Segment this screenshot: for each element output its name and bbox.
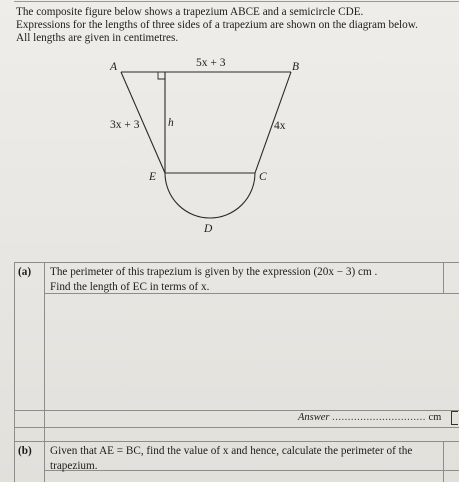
- part-b-top-rule: [14, 441, 459, 442]
- vertex-label-E: E: [149, 171, 157, 183]
- side-label-BC: 4x: [274, 120, 286, 132]
- label-column-rule: [44, 262, 45, 482]
- vertex-label-C: C: [259, 171, 267, 183]
- part-b-question-line-1: Given that AE = BC, find the value of x and hence, calculate the perimeter of the: [50, 445, 413, 457]
- part-a-question-line-1: The perimeter of this trapezium is given by the expression (20x − 3) cm .: [50, 266, 378, 278]
- part-a-answer-rule-top: [14, 410, 459, 411]
- part-a-answer-rule-bottom: [14, 427, 459, 428]
- part-a-answer-line: [298, 412, 441, 423]
- part-a-question-line-2: Find the length of EC in terms of x.: [50, 281, 210, 293]
- answer-unit: cm: [428, 412, 442, 423]
- answer-box-edge: [451, 411, 458, 425]
- vertex-label-A: A: [110, 61, 118, 73]
- intro-line-2: Expressions for the lengths of three sides of a trapezium are shown on the diagram below.: [16, 19, 418, 31]
- height-label-h: h: [168, 117, 174, 129]
- vertex-label-D: D: [204, 223, 213, 235]
- answer-label: Answer: [298, 412, 330, 423]
- right-column-rule: [443, 262, 444, 293]
- part-b-label: (b): [18, 445, 32, 457]
- part-b-question-line-2: trapezium.: [50, 460, 98, 472]
- intro-line-3: All lengths are given in centimetres.: [16, 32, 179, 44]
- part-a-label: (a): [18, 266, 32, 278]
- side-label-AE: 3x + 3: [110, 119, 140, 131]
- vertex-label-B: B: [292, 61, 300, 73]
- part-a-top-rule: [14, 262, 459, 263]
- side-BC: [255, 72, 291, 173]
- right-column-rule-b: [443, 441, 444, 482]
- answer-blank[interactable]: ..............................: [332, 412, 426, 423]
- semicircle-CDE: [165, 173, 255, 218]
- intro-line-1: The composite figure below shows a trapezium ABCE and a semicircle CDE.: [16, 6, 364, 18]
- left-column-rule: [14, 262, 15, 482]
- right-angle-marker: [158, 72, 165, 79]
- part-b-subrule: [44, 470, 459, 471]
- side-label-AB: 5x + 3: [196, 57, 226, 69]
